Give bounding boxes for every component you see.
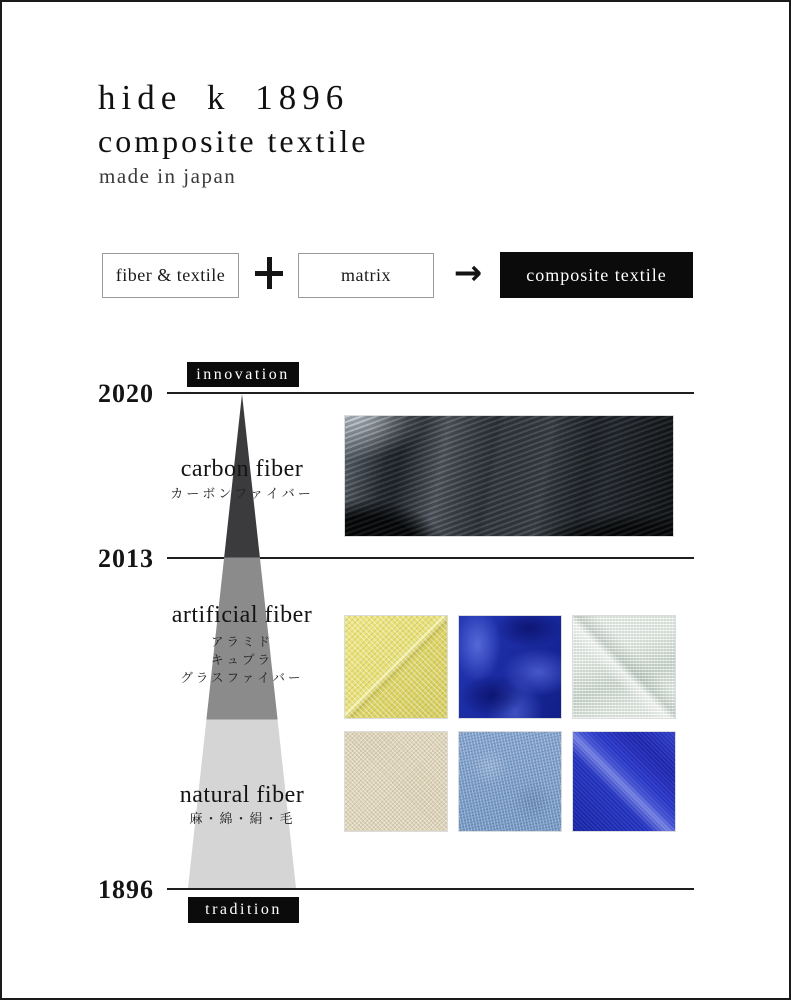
timeline-line-2020 (167, 392, 694, 394)
artificial-fiber-jp-aramid: アラミド (210, 635, 273, 649)
artificial-fiber-jp-cupra: キュプラ (210, 653, 273, 667)
carbon-fiber-label: carbon fiber (180, 456, 304, 482)
innovation-tag (187, 362, 299, 387)
cupra-fabric-photo (458, 615, 562, 719)
arrow-right-icon: → (453, 253, 483, 293)
brand-subtitle: composite textile (98, 123, 369, 159)
year-label-1896: 1896 (98, 875, 154, 904)
timeline-line-1896 (167, 888, 694, 890)
linen-fabric-photo (344, 731, 448, 832)
tradition-tag-label: tradition (205, 901, 282, 918)
brand-title: hide k 1896 (98, 78, 350, 117)
formula-input-fiber-textile (102, 253, 239, 298)
formula-result-label: composite textile (526, 264, 667, 285)
artificial-fiber-jp-glassfiber: グラスファイバー (180, 671, 304, 685)
year-label-2013: 2013 (98, 544, 154, 573)
carbon-fiber-photo (344, 415, 674, 537)
natural-fiber-label: natural fiber (179, 782, 305, 808)
formula-input-matrix (298, 253, 434, 298)
aramid-fabric-photo (344, 615, 448, 719)
innovation-tag-label: innovation (196, 365, 290, 383)
silk-wool-fabric-photo (572, 731, 676, 832)
formula-input-fiber-textile-label: fiber & textile (115, 265, 226, 285)
plus-icon (255, 257, 283, 289)
artificial-fiber-jp-list (141, 633, 343, 687)
cotton-fabric-photo (458, 731, 562, 832)
formula-result-box (500, 252, 693, 298)
formula-input-matrix-label: matrix (341, 265, 391, 285)
natural-fiber-jp-label: 麻・綿・絹・毛 (189, 811, 295, 826)
glass-fiber-fabric-photo (572, 615, 676, 719)
carbon-fiber-jp-label: カーボンファイバー (170, 486, 314, 501)
origin-label: made in japan (99, 164, 237, 188)
artificial-fiber-label: artificial fiber (171, 602, 313, 628)
year-label-2020: 2020 (98, 379, 154, 408)
tradition-tag (188, 897, 299, 923)
